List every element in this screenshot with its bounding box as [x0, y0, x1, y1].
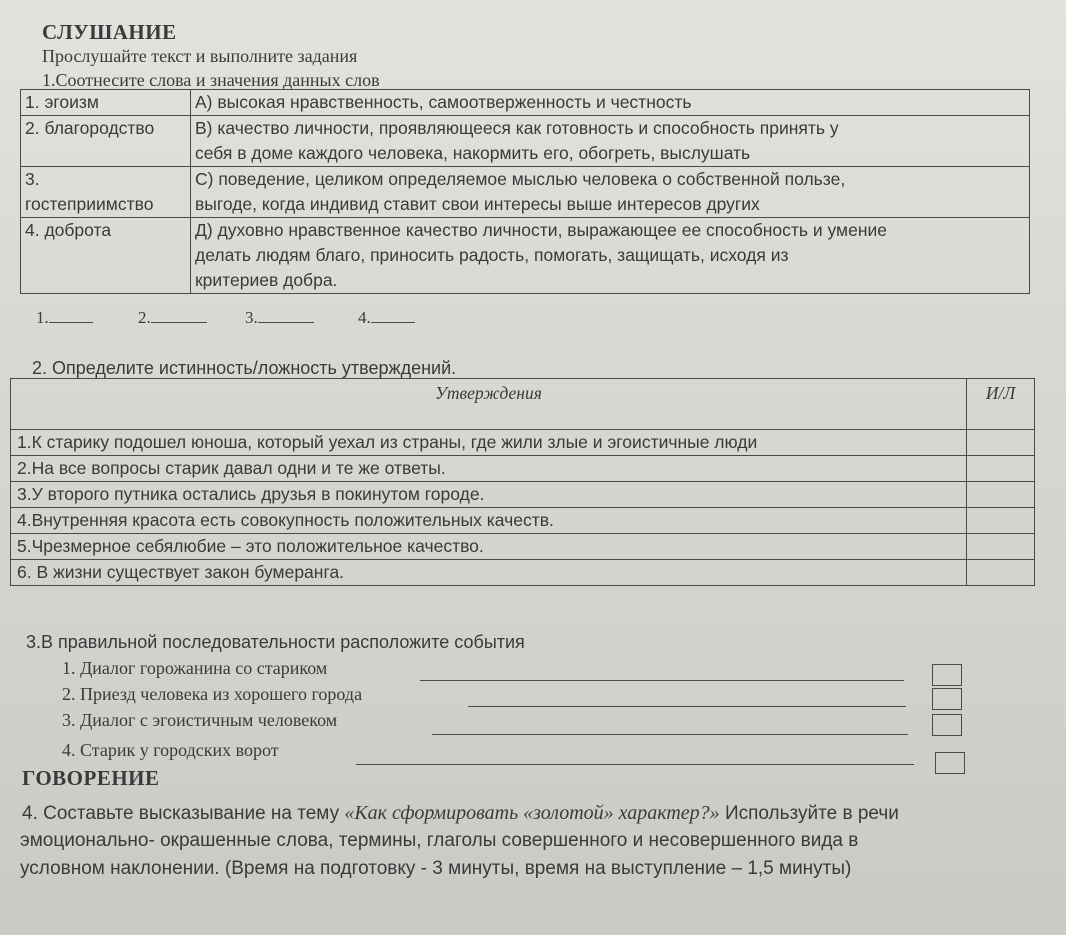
listening-instruction: Прослушайте текст и выполните задания — [42, 46, 358, 66]
word-nobility: 2. благородство — [25, 118, 155, 138]
tf-header: И/Л — [967, 379, 1035, 430]
task2-heading: 2. Определите истинность/ложность утверждений. — [32, 358, 457, 378]
sequence-item-1: 1. Диалог горожанина со стариком — [62, 658, 328, 678]
task1-heading: 1.Соотнесите слова и значения данных слов — [42, 70, 380, 90]
statement-2: 2.На все вопросы старик давал одни и те же ответы. — [11, 456, 967, 482]
tf-cell-6[interactable] — [967, 560, 1035, 586]
meaning-cell — [191, 116, 1030, 167]
statement-1: 1.К старику подошел юноша, который уехал из страны, где жили злые и эгоистичные люди — [11, 430, 967, 456]
word-cell — [21, 90, 191, 116]
statement-4: 4.Внутренняя красота есть совокупность положительных качеств. — [11, 508, 967, 534]
meaning-a: А) высокая нравственность, самоотверженность и честность — [195, 92, 692, 112]
word-hospitality-number: 3. — [25, 169, 40, 189]
statements-header: Утверждения — [11, 379, 967, 430]
word-hospitality: гостеприимство — [25, 194, 154, 214]
meaning-b-line2: себя в доме каждого человека, накормить его, обогреть, выслушать — [195, 143, 751, 163]
answer-2[interactable] — [138, 306, 207, 328]
sequence-box-2[interactable] — [932, 688, 962, 710]
task4-line1 — [22, 802, 899, 825]
section-title-listening: СЛУШАНИЕ — [42, 20, 177, 44]
table-row — [11, 508, 1035, 534]
table-header-row — [11, 379, 1035, 430]
sequence-item-3: 3. Диалог с эгоистичным человеком — [62, 710, 338, 730]
table-row — [11, 482, 1035, 508]
answer-1-blank[interactable] — [49, 306, 93, 323]
meaning-cell — [191, 167, 1030, 218]
section-title-speaking: ГОВОРЕНИЕ — [22, 766, 160, 790]
sequence-item-2: 2. Приезд человека из хорошего города — [62, 684, 363, 704]
answer-2-label: 2. — [138, 308, 151, 327]
word-kindness: 4. доброта — [25, 220, 112, 240]
answer-3-blank[interactable] — [258, 306, 314, 323]
table-row — [11, 560, 1035, 586]
meaning-c-line2: выгоде, когда индивид ставит свои интересы выше интересов других — [195, 194, 760, 214]
meaning-cell — [191, 218, 1030, 294]
sequence-box-3[interactable] — [932, 714, 962, 736]
sequence-line-4 — [356, 764, 914, 765]
tf-cell-1[interactable] — [967, 430, 1035, 456]
matching-table — [20, 89, 1030, 294]
tf-cell-2[interactable] — [967, 456, 1035, 482]
answer-4-label: 4. — [358, 308, 371, 327]
word-cell — [21, 218, 191, 294]
sequence-line-1 — [420, 680, 904, 681]
task4-topic: «Как сформировать «золотой» характер?» — [344, 802, 720, 824]
true-false-table — [10, 378, 1035, 586]
meaning-d-line1: Д) духовно нравственное качество личности, выражающее ее способность и умение — [195, 220, 887, 240]
answer-1-label: 1. — [36, 308, 49, 327]
word-egoism: 1. эгоизм — [25, 92, 99, 112]
tf-cell-5[interactable] — [967, 534, 1035, 560]
task3-heading: 3.В правильной последовательности расположите события — [26, 632, 525, 652]
meaning-c-line1: С) поведение, целиком определяемое мыслью человека о собственной пользе, — [195, 169, 846, 189]
sequence-line-3 — [432, 734, 908, 735]
table-row — [11, 456, 1035, 482]
word-cell — [21, 116, 191, 167]
table-row — [11, 534, 1035, 560]
answer-4-blank[interactable] — [371, 306, 415, 323]
statement-5: 5.Чрезмерное себялюбие – это положительное качество. — [11, 534, 967, 560]
table-row — [11, 430, 1035, 456]
sequence-line-2 — [468, 706, 906, 707]
table-row — [21, 90, 1030, 116]
table-row — [21, 218, 1030, 294]
table-row — [21, 116, 1030, 167]
table-row — [21, 167, 1030, 218]
meaning-d-line2: делать людям благо, приносить радость, помогать, защищать, исходя из — [195, 245, 789, 265]
statement-6: 6. В жизни существует закон бумеранга. — [11, 560, 967, 586]
meaning-b-line1: В) качество личности, проявляющееся как готовность и способность принять у — [195, 118, 839, 138]
tf-cell-3[interactable] — [967, 482, 1035, 508]
task4-line2: эмоционально- окрашенные слова, термины, глаголы совершенного и несовершенного вида в — [20, 830, 859, 851]
task4-line3: условном наклонении. (Время на подготовку - 3 минуты, время на выступление – 1,5 минуты) — [20, 858, 852, 879]
answer-3[interactable] — [245, 306, 314, 328]
answer-3-label: 3. — [245, 308, 258, 327]
sequence-box-4[interactable] — [935, 752, 965, 774]
task4-prefix: 4. Составьте высказывание на тему — [22, 803, 345, 824]
answer-1[interactable] — [36, 306, 93, 328]
meaning-d-line3: критериев добра. — [195, 270, 338, 290]
answer-2-blank[interactable] — [151, 306, 207, 323]
task4-suffix: Используйте в речи — [719, 803, 899, 824]
tf-cell-4[interactable] — [967, 508, 1035, 534]
sequence-box-1[interactable] — [932, 664, 962, 686]
statement-3: 3.У второго путника остались друзья в покинутом городе. — [11, 482, 967, 508]
answer-4[interactable] — [358, 306, 415, 328]
sequence-item-4: 4. Старик у городских ворот — [62, 740, 279, 760]
meaning-cell — [191, 90, 1030, 116]
word-cell — [21, 167, 191, 218]
